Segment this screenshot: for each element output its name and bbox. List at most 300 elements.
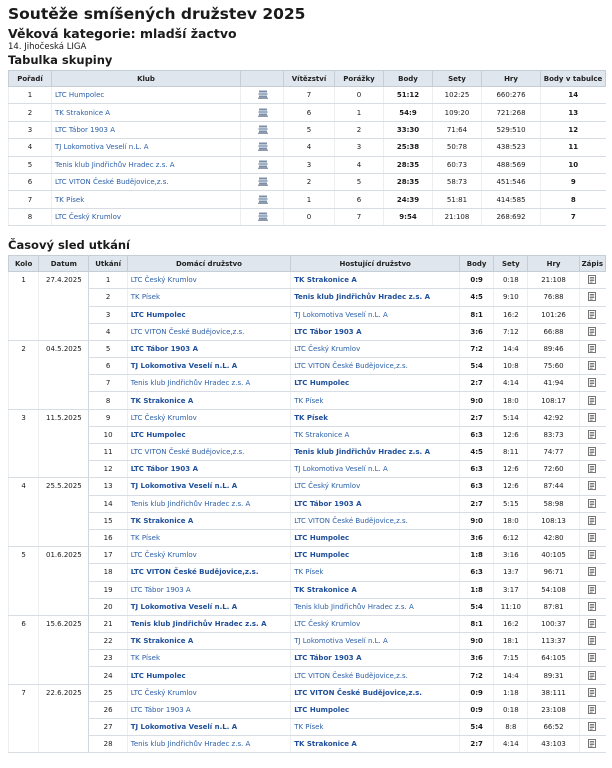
away-team-cell — [291, 289, 460, 306]
match-row — [9, 478, 606, 495]
match-points-cell: 9:0 — [460, 512, 494, 529]
match-number-cell: 21 — [89, 615, 127, 632]
home-team-link[interactable]: TK Strakonice A — [130, 396, 194, 405]
losses-cell: 6 — [335, 191, 384, 208]
record-cell — [579, 272, 605, 289]
match-points-cell: 2:7 — [460, 409, 494, 426]
report-sheet-icon[interactable] — [588, 722, 597, 730]
home-team-link[interactable]: LTC Český Krumlov — [130, 688, 197, 697]
away-team-cell — [291, 340, 460, 357]
match-number-cell: 3 — [89, 306, 127, 323]
match-sets-cell: 8:8 — [494, 719, 528, 736]
match-number-cell: 24 — [89, 667, 127, 684]
match-sets-cell: 12:6 — [494, 461, 528, 478]
match-points-cell: 0:9 — [460, 684, 494, 701]
games-cell: 660:276 — [482, 87, 541, 104]
match-number-cell: 15 — [89, 512, 127, 529]
col-header-porazky[interactable]: Porážky — [335, 71, 384, 87]
match-sets-cell: 9:10 — [494, 289, 528, 306]
club-detail-cell — [241, 156, 284, 173]
match-games-cell: 54:108 — [528, 581, 579, 598]
home-team-cell — [127, 444, 290, 461]
report-sheet-icon[interactable] — [588, 688, 597, 696]
report-sheet-icon[interactable] — [588, 533, 597, 541]
report-sheet-icon[interactable] — [588, 481, 597, 489]
round-cell: 1 — [9, 272, 39, 341]
home-team-link[interactable]: TK Písek — [130, 293, 160, 302]
match-row — [9, 581, 606, 598]
sets-cell: 102:25 — [433, 87, 482, 104]
report-sheet-icon[interactable] — [588, 430, 597, 438]
match-sets-cell: 18:0 — [494, 392, 528, 409]
home-team-cell — [127, 461, 290, 478]
games-cell: 268:692 — [482, 208, 541, 225]
match-games-cell: 64:105 — [528, 650, 579, 667]
record-cell — [579, 598, 605, 615]
home-team-cell — [127, 529, 290, 546]
record-cell — [579, 615, 605, 632]
match-sets-cell: 5:14 — [494, 409, 528, 426]
match-points-cell: 0:9 — [460, 272, 494, 289]
match-number-cell: 25 — [89, 684, 127, 701]
record-cell — [579, 289, 605, 306]
away-team-cell — [291, 581, 460, 598]
home-team-link[interactable]: LTC Tábor 1903 A — [130, 465, 199, 474]
away-team-cell — [291, 272, 460, 289]
match-points-cell: 2:7 — [460, 495, 494, 512]
match-games-cell: 42:80 — [528, 529, 579, 546]
away-team-cell — [291, 598, 460, 615]
rank-cell: 1 — [9, 87, 52, 104]
away-team-link[interactable]: TJ Lokomotiva Veselí n.L. A — [294, 465, 388, 474]
match-number-cell: 20 — [89, 598, 127, 615]
report-sheet-icon[interactable] — [588, 567, 597, 575]
home-team-cell — [127, 495, 290, 512]
sets-cell: 51:81 — [433, 191, 482, 208]
report-sheet-icon[interactable] — [588, 585, 597, 593]
team-roster-icon[interactable] — [258, 142, 267, 150]
club-cell — [52, 139, 241, 156]
away-team-cell — [291, 736, 460, 753]
record-cell — [579, 581, 605, 598]
report-sheet-icon[interactable] — [588, 671, 597, 679]
team-roster-icon[interactable] — [258, 108, 267, 116]
match-games-cell: 74:77 — [528, 444, 579, 461]
match-row — [9, 306, 606, 323]
record-cell — [579, 409, 605, 426]
record-cell — [579, 444, 605, 461]
standings-table — [8, 70, 606, 226]
report-sheet-icon[interactable] — [588, 602, 597, 610]
away-team-link[interactable]: TK Strakonice A — [294, 430, 350, 439]
match-sets-cell: 6:12 — [494, 529, 528, 546]
report-sheet-icon[interactable] — [588, 619, 597, 627]
away-team-link[interactable]: LTC VITON České Budějovice,z.s. — [294, 671, 408, 680]
match-sets-cell: 4:14 — [494, 375, 528, 392]
away-team-link[interactable]: LTC VITON České Budějovice,z.s. — [294, 362, 408, 371]
record-cell — [579, 719, 605, 736]
away-team-link[interactable]: LTC VITON České Budějovice,z.s. — [294, 688, 422, 697]
report-sheet-icon[interactable] — [588, 378, 597, 386]
home-team-link[interactable]: LTC Humpolec — [130, 430, 186, 439]
col-header-vitezstvi[interactable]: Vítězství — [284, 71, 335, 87]
club-detail-cell — [241, 104, 284, 121]
match-points-cell: 9:0 — [460, 633, 494, 650]
match-row — [9, 684, 606, 701]
match-number-cell: 8 — [89, 392, 127, 409]
col-header-sety[interactable]: Sety — [433, 71, 482, 87]
match-row — [9, 426, 606, 443]
report-sheet-icon[interactable] — [588, 344, 597, 352]
away-team-cell — [291, 615, 460, 632]
away-team-link[interactable]: LTC Český Krumlov — [294, 619, 361, 628]
report-sheet-icon[interactable] — [588, 636, 597, 644]
club-detail-cell — [241, 191, 284, 208]
record-cell — [579, 547, 605, 564]
rank-cell: 7 — [9, 191, 52, 208]
away-team-link[interactable]: Tenis klub Jindřichův Hradec z.s. A — [294, 293, 431, 302]
home-team-link[interactable]: LTC VITON České Budějovice,z.s. — [130, 448, 245, 457]
report-sheet-icon[interactable] — [588, 292, 597, 300]
col-header-detail — [241, 71, 284, 87]
away-team-cell — [291, 358, 460, 375]
match-points-cell: 5:4 — [460, 719, 494, 736]
rank-cell: 8 — [9, 208, 52, 225]
home-team-link[interactable]: LTC VITON České Budějovice,z.s. — [130, 327, 245, 336]
match-row — [9, 375, 606, 392]
match-row — [9, 719, 606, 736]
away-team-link[interactable]: LTC Tábor 1903 A — [294, 327, 362, 336]
club-link[interactable]: TK Písek — [55, 195, 85, 204]
away-team-link[interactable]: TJ Lokomotiva Veselí n.L. A — [294, 310, 388, 319]
match-games-cell: 113:37 — [528, 633, 579, 650]
report-sheet-icon[interactable] — [588, 413, 597, 421]
report-sheet-icon[interactable] — [588, 275, 597, 283]
away-team-link[interactable]: TK Strakonice A — [294, 276, 357, 285]
match-points-cell: 4:5 — [460, 289, 494, 306]
match-games-cell: 42:92 — [528, 409, 579, 426]
col-header-body: Body — [460, 256, 494, 272]
table-points-cell: 9 — [541, 173, 606, 190]
wins-cell: 1 — [284, 191, 335, 208]
report-sheet-icon[interactable] — [588, 464, 597, 472]
club-cell — [52, 87, 241, 104]
match-row — [9, 529, 606, 546]
record-cell — [579, 529, 605, 546]
points-cell: 54:9 — [384, 104, 433, 121]
match-points-cell: 2:7 — [460, 375, 494, 392]
match-games-cell: 72:60 — [528, 461, 579, 478]
col-header-kolo: Kolo — [9, 256, 39, 272]
match-points-cell: 5:4 — [460, 598, 494, 615]
col-header-poradi[interactable]: Pořadí — [9, 71, 52, 87]
home-team-link[interactable]: LTC VITON České Budějovice,z.s. — [130, 568, 259, 577]
club-link[interactable]: TK Strakonice A — [55, 108, 111, 117]
record-cell — [579, 306, 605, 323]
category-heading: Věková kategorie: mladší žactvo — [8, 26, 237, 41]
home-team-link[interactable]: Tenis klub Jindřichův Hradec z.s. A — [130, 499, 251, 508]
home-team-link[interactable]: TJ Lokomotiva Veselí n.L. A — [130, 723, 238, 732]
away-team-link[interactable]: TK Písek — [294, 396, 324, 405]
away-team-link[interactable]: LTC Tábor 1903 A — [294, 499, 362, 508]
home-team-link[interactable]: TJ Lokomotiva Veselí n.L. A — [130, 602, 238, 611]
home-team-cell — [127, 375, 290, 392]
home-team-link[interactable]: Tenis klub Jindřichův Hradec z.s. A — [130, 619, 267, 628]
col-header-body-v-tabulce[interactable]: Body v tabulce — [541, 71, 606, 87]
record-cell — [579, 701, 605, 718]
match-sets-cell: 18:1 — [494, 633, 528, 650]
away-team-link[interactable]: TK Písek — [294, 568, 324, 577]
points-cell: 33:30 — [384, 121, 433, 138]
rank-cell: 6 — [9, 173, 52, 190]
match-row — [9, 495, 606, 512]
home-team-link[interactable]: LTC Humpolec — [130, 671, 186, 680]
round-cell: 5 — [9, 547, 39, 616]
match-number-cell: 1 — [89, 272, 127, 289]
points-cell: 51:12 — [384, 87, 433, 104]
away-team-link[interactable]: LTC Český Krumlov — [294, 344, 361, 353]
col-header-datum: Datum — [39, 256, 89, 272]
match-number-cell: 27 — [89, 719, 127, 736]
home-team-cell — [127, 547, 290, 564]
match-points-cell: 3:6 — [460, 323, 494, 340]
record-cell — [579, 512, 605, 529]
away-team-link[interactable]: LTC Humpolec — [294, 379, 350, 388]
match-games-cell: 89:46 — [528, 340, 579, 357]
match-row — [9, 323, 606, 340]
match-points-cell: 6:3 — [460, 426, 494, 443]
match-points-cell: 4:5 — [460, 444, 494, 461]
home-team-link[interactable]: TK Písek — [130, 534, 160, 543]
rank-cell: 3 — [9, 121, 52, 138]
away-team-cell — [291, 444, 460, 461]
match-sets-cell: 12:6 — [494, 478, 528, 495]
match-number-cell: 17 — [89, 547, 127, 564]
home-team-cell — [127, 701, 290, 718]
away-team-link[interactable]: LTC Humpolec — [294, 705, 350, 714]
match-points-cell: 8:1 — [460, 306, 494, 323]
match-sets-cell: 12:6 — [494, 426, 528, 443]
away-team-cell — [291, 719, 460, 736]
away-team-cell — [291, 529, 460, 546]
match-games-cell: 43:103 — [528, 736, 579, 753]
home-team-link[interactable]: TJ Lokomotiva Veselí n.L. A — [130, 482, 238, 491]
club-link[interactable]: LTC Český Krumlov — [55, 212, 122, 221]
club-detail-cell — [241, 173, 284, 190]
match-sets-cell: 1:18 — [494, 684, 528, 701]
home-team-link[interactable]: LTC Tábor 1903 A — [130, 705, 191, 714]
losses-cell: 5 — [335, 173, 384, 190]
home-team-link[interactable]: TK Písek — [130, 654, 160, 663]
match-number-cell: 6 — [89, 358, 127, 375]
report-sheet-icon[interactable] — [588, 705, 597, 713]
standings-row — [9, 208, 606, 225]
standings-row — [9, 104, 606, 121]
match-sets-cell: 3:17 — [494, 581, 528, 598]
club-link[interactable]: TJ Lokomotiva Veselí n.L. A — [55, 143, 149, 152]
rank-cell: 5 — [9, 156, 52, 173]
home-team-cell — [127, 667, 290, 684]
report-sheet-icon[interactable] — [588, 396, 597, 404]
match-row — [9, 633, 606, 650]
wins-cell: 5 — [284, 121, 335, 138]
club-link[interactable]: LTC VITON České Budějovice,z.s. — [55, 178, 169, 187]
match-number-cell: 19 — [89, 581, 127, 598]
col-header-hostujici: Hostující družstvo — [291, 256, 460, 272]
home-team-link[interactable]: Tenis klub Jindřichův Hradec z.s. A — [130, 379, 251, 388]
match-sets-cell: 10:8 — [494, 358, 528, 375]
match-number-cell: 23 — [89, 650, 127, 667]
match-number-cell: 22 — [89, 633, 127, 650]
match-points-cell: 6:3 — [460, 461, 494, 478]
match-games-cell: 108:13 — [528, 512, 579, 529]
wins-cell: 3 — [284, 156, 335, 173]
club-link[interactable]: LTC Tábor 1903 A — [55, 125, 115, 134]
losses-cell: 3 — [335, 139, 384, 156]
points-cell: 9:54 — [384, 208, 433, 225]
page-title: Soutěže smíšených družstev 2025 — [8, 5, 306, 23]
record-cell — [579, 667, 605, 684]
report-sheet-icon[interactable] — [588, 653, 597, 661]
report-sheet-icon[interactable] — [588, 361, 597, 369]
away-team-cell — [291, 375, 460, 392]
date-cell: 25.5.2025 — [39, 478, 89, 547]
club-link[interactable]: Tenis klub Jindřichův Hradec z.s. A — [55, 160, 175, 169]
away-team-cell — [291, 409, 460, 426]
round-cell: 2 — [9, 340, 39, 409]
record-cell — [579, 392, 605, 409]
match-sets-cell: 18:0 — [494, 512, 528, 529]
away-team-link[interactable]: TK Strakonice A — [294, 585, 357, 594]
team-roster-icon[interactable] — [258, 160, 267, 168]
match-games-cell: 100:37 — [528, 615, 579, 632]
standings-row — [9, 139, 606, 156]
away-team-cell — [291, 633, 460, 650]
date-cell: 11.5.2025 — [39, 409, 89, 478]
club-detail-cell — [241, 87, 284, 104]
sets-cell: 60:73 — [433, 156, 482, 173]
rank-cell: 2 — [9, 104, 52, 121]
record-cell — [579, 461, 605, 478]
match-points-cell: 6:3 — [460, 564, 494, 581]
club-cell — [52, 173, 241, 190]
team-roster-icon[interactable] — [258, 195, 267, 203]
match-games-cell: 89:31 — [528, 667, 579, 684]
team-roster-icon[interactable] — [258, 212, 267, 220]
away-team-link[interactable]: LTC Tábor 1903 A — [294, 654, 362, 663]
home-team-cell — [127, 564, 290, 581]
away-team-link[interactable]: LTC VITON České Budějovice,z.s. — [294, 516, 408, 525]
club-detail-cell — [241, 121, 284, 138]
away-team-link[interactable]: LTC Český Krumlov — [294, 482, 361, 491]
home-team-link[interactable]: TK Strakonice A — [130, 637, 194, 646]
round-cell: 4 — [9, 478, 39, 547]
home-team-link[interactable]: LTC Tábor 1903 A — [130, 585, 191, 594]
col-header-klub[interactable]: Klub — [52, 71, 241, 87]
standings-row — [9, 121, 606, 138]
home-team-link[interactable]: LTC Český Krumlov — [130, 276, 197, 285]
away-team-cell — [291, 684, 460, 701]
report-sheet-icon[interactable] — [588, 739, 597, 747]
away-team-cell — [291, 392, 460, 409]
away-team-link[interactable]: TK Písek — [294, 413, 328, 422]
report-sheet-icon[interactable] — [588, 499, 597, 507]
home-team-link[interactable]: TK Strakonice A — [130, 516, 194, 525]
match-number-cell: 12 — [89, 461, 127, 478]
home-team-link[interactable]: Tenis klub Jindřichův Hradec z.s. A — [130, 740, 251, 749]
away-team-link[interactable]: TK Písek — [294, 723, 324, 732]
away-team-cell — [291, 650, 460, 667]
league-name: 14. Jihočeská LIGA — [8, 42, 87, 52]
home-team-link[interactable]: LTC Český Krumlov — [130, 413, 197, 422]
away-team-link[interactable]: TK Strakonice A — [294, 740, 357, 749]
col-header-body[interactable]: Body — [384, 71, 433, 87]
table-points-cell: 12 — [541, 121, 606, 138]
match-games-cell: 87:81 — [528, 598, 579, 615]
away-team-link[interactable]: TJ Lokomotiva Veselí n.L. A — [294, 637, 388, 646]
home-team-link[interactable]: LTC Humpolec — [130, 310, 186, 319]
team-roster-icon[interactable] — [258, 177, 267, 185]
home-team-cell — [127, 684, 290, 701]
match-games-cell: 87:44 — [528, 478, 579, 495]
home-team-cell — [127, 512, 290, 529]
match-number-cell: 18 — [89, 564, 127, 581]
home-team-link[interactable]: LTC Tábor 1903 A — [130, 344, 199, 353]
wins-cell: 2 — [284, 173, 335, 190]
games-cell: 414:585 — [482, 191, 541, 208]
report-sheet-icon[interactable] — [588, 516, 597, 524]
match-sets-cell: 5:15 — [494, 495, 528, 512]
home-team-cell — [127, 358, 290, 375]
away-team-link[interactable]: Tenis klub Jindřichův Hradec z.s. A — [294, 448, 431, 457]
match-games-cell: 58:98 — [528, 495, 579, 512]
home-team-link[interactable]: TJ Lokomotiva Veselí n.L. A — [130, 362, 238, 371]
team-roster-icon[interactable] — [258, 125, 267, 133]
away-team-cell — [291, 512, 460, 529]
match-number-cell: 10 — [89, 426, 127, 443]
home-team-cell — [127, 340, 290, 357]
standings-row — [9, 156, 606, 173]
record-cell — [579, 684, 605, 701]
home-team-cell — [127, 323, 290, 340]
home-team-link[interactable]: LTC Český Krumlov — [130, 551, 197, 560]
away-team-link[interactable]: Tenis klub Jindřichův Hradec z.s. A — [294, 602, 414, 611]
col-header-hry[interactable]: Hry — [482, 71, 541, 87]
schedule-heading: Časový sled utkání — [8, 238, 130, 253]
match-sets-cell: 8:11 — [494, 444, 528, 461]
match-points-cell: 1:8 — [460, 581, 494, 598]
table-points-cell: 10 — [541, 156, 606, 173]
away-team-cell — [291, 306, 460, 323]
match-games-cell: 66:88 — [528, 323, 579, 340]
home-team-cell — [127, 478, 290, 495]
away-team-link[interactable]: LTC Humpolec — [294, 534, 350, 543]
team-roster-icon[interactable] — [258, 90, 267, 98]
report-sheet-icon[interactable] — [588, 550, 597, 558]
match-points-cell: 0:9 — [460, 701, 494, 718]
away-team-link[interactable]: LTC Humpolec — [294, 551, 350, 560]
match-points-cell: 3:6 — [460, 529, 494, 546]
match-row — [9, 444, 606, 461]
report-sheet-icon[interactable] — [588, 310, 597, 318]
match-row — [9, 358, 606, 375]
report-sheet-icon[interactable] — [588, 447, 597, 455]
record-cell — [579, 650, 605, 667]
match-points-cell: 9:0 — [460, 392, 494, 409]
report-sheet-icon[interactable] — [588, 327, 597, 335]
club-link[interactable]: LTC Humpolec — [55, 91, 105, 100]
date-cell: 01.6.2025 — [39, 547, 89, 616]
